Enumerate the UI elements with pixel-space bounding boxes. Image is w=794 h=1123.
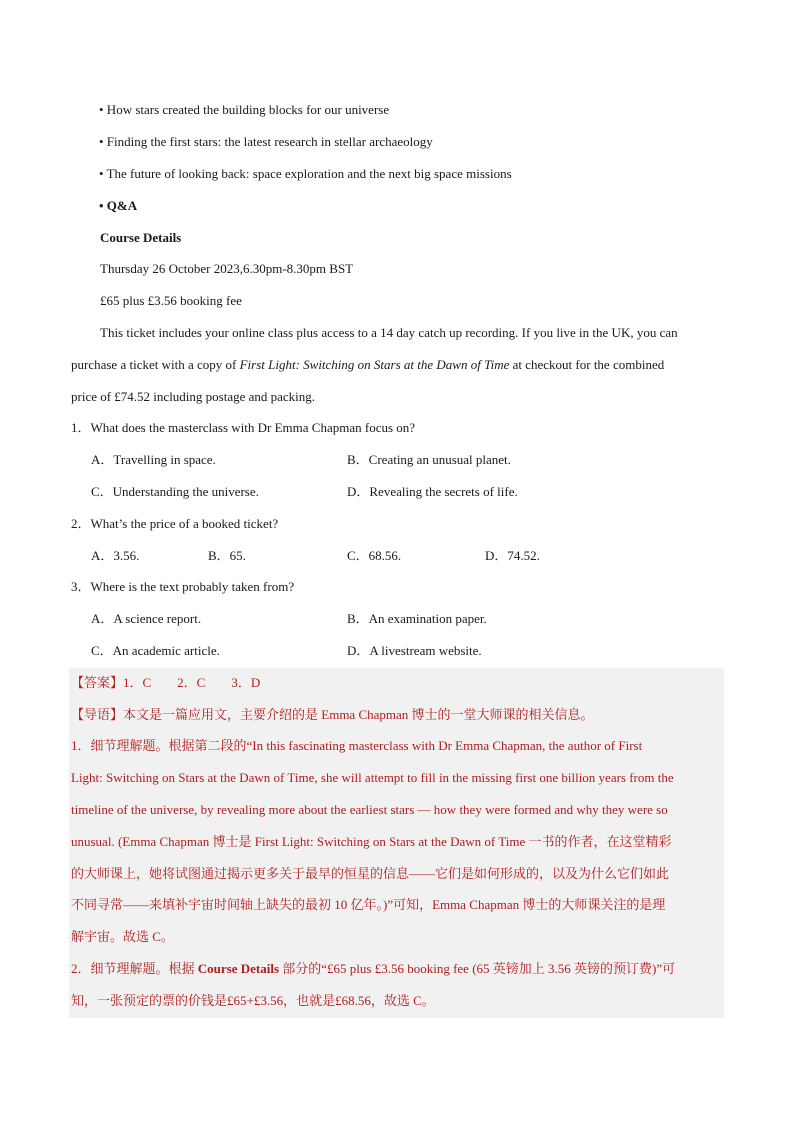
question-stem: 1．What does the masterclass with Dr Emma Chapman focus on? (71, 420, 416, 435)
explanation-line: timeline of the universe, by revealing more about the earliest stars — how they were formed and why they were so (71, 802, 668, 817)
explanation-line: 解宇宙。故选 C。 (71, 929, 174, 944)
option: B．An examination paper. (347, 611, 487, 626)
answer-line (71, 674, 260, 692)
explanation-line: 1．细节理解题。根据第二段的“In this fascinating masterclass with Dr Emma Chapman, the author of First (71, 738, 643, 753)
guide-line (71, 706, 594, 724)
course-paragraph-line: price of £74.52 including postage and packing. (71, 389, 316, 404)
option: A．A science report. (91, 611, 202, 626)
option: D．Revealing the secrets of life. (347, 484, 518, 499)
option: A．Travelling in space. (91, 452, 216, 467)
option: A．3.56. (91, 548, 140, 563)
explanation-line: 2．细节理解题。根据 Course Details 部分的“£65 plus £3.56 booking fee (65 英镑加上 3.56 英镑的预订费)”可 (71, 961, 676, 976)
option: C．Understanding the universe. (91, 484, 259, 499)
course-details-ref: Course Details (197, 961, 280, 976)
option: B．Creating an unusual planet. (347, 452, 511, 467)
answer-label: 【答案】 (71, 675, 124, 690)
bullet-item: • The future of looking back: space exploration and the next big space missions (99, 166, 512, 181)
question-stem: 2．What’s the price of a booked ticket? (71, 516, 279, 531)
guide-text: 本文是一篇应用文，主要介绍的是 Emma Chapman 博士的一堂大师课的相关信息。 (123, 707, 594, 722)
bullet-item: • How stars created the building blocks for our universe (99, 102, 390, 117)
option: C．An academic article. (91, 643, 220, 658)
book-title: First Light: Switching on Stars at the Dawn of Time (239, 357, 510, 372)
explanation-line: Light: Switching on Stars at the Dawn of Time, she will attempt to fill in the missing first one billion years from the (71, 770, 674, 785)
answer-values: 1．C 2．C 3．D (123, 675, 261, 690)
explanation-line: 的大师课上，她将试图通过揭示更多关于最早的恒星的信息——它们是如何形成的，以及为什么它们如此 (71, 866, 670, 881)
option: C．68.56. (347, 548, 402, 563)
course-paragraph-line: purchase a ticket with a copy of First Light: Switching on Stars at the Dawn of Time at checkout for the combined (71, 357, 665, 372)
explanation-line: 知，一张预定的票的价钱是£65+£3.56，也就是£68.56，故选 C。 (71, 993, 435, 1008)
question-stem: 3．Where is the text probably taken from? (71, 579, 295, 594)
course-paragraph-line: This ticket includes your online class plus access to a 14 day catch up recording. If you live in the UK, you can (100, 325, 678, 340)
option: D．A livestream website. (347, 643, 482, 658)
option: B．65. (208, 548, 246, 563)
course-date: Thursday 26 October 2023,6.30pm-8.30pm BST (100, 261, 354, 276)
explanation-line: unusual. (Emma Chapman 博士是 First Light: Switching on Stars at the Dawn of Time 一书的作者，在这堂精彩 (71, 834, 672, 849)
bullet-item: • Q&A (99, 198, 138, 213)
option: D．74.52. (485, 548, 540, 563)
course-details-heading: Course Details (100, 230, 182, 245)
guide-label: 【导语】 (71, 707, 124, 722)
course-price: £65 plus £3.56 booking fee (100, 293, 242, 308)
explanation-line: 不同寻常——来填补宇宙时间轴上缺失的最初 10 亿年。)”可知，Emma Chapman 博士的大师课关注的是理 (71, 897, 666, 912)
bullet-item: • Finding the first stars: the latest research in stellar archaeology (99, 134, 433, 149)
